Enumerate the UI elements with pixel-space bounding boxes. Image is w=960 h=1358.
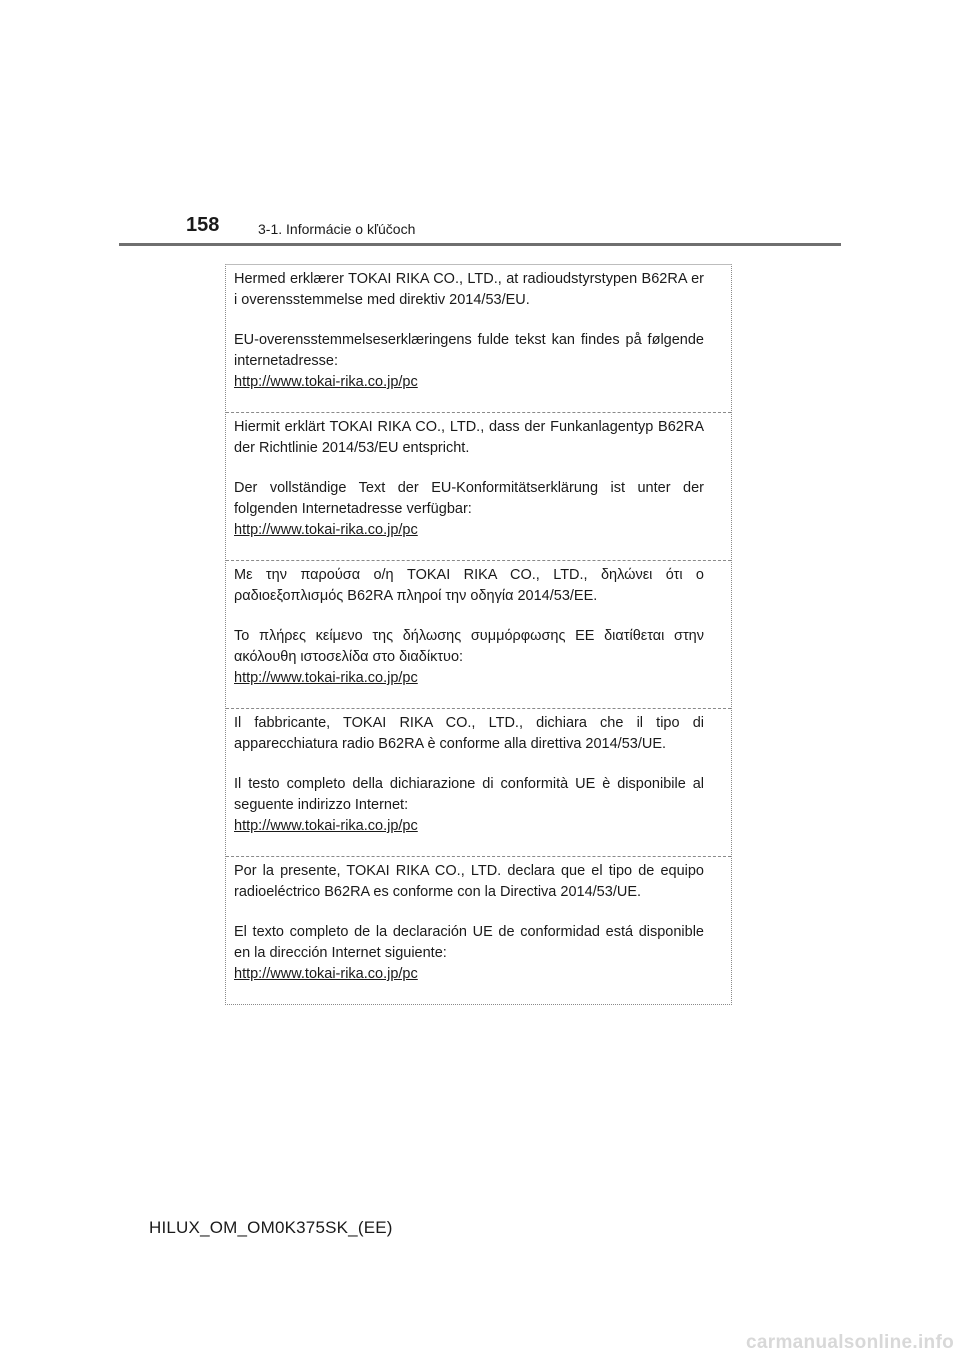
declaration-availability: Der vollständige Text der EU-Konformitätserklärung ist unter der folgenden Internetadresse verfügbar: [234, 480, 704, 517]
declaration-italian [226, 709, 731, 857]
declaration-spanish [226, 857, 731, 1004]
declaration-greek [226, 561, 731, 709]
declaration-statement: Por la presente, TOKAI RIKA CO., LTD. declara que el tipo de equipo radioeléctrico B62RA es conforme con la Directiva 2014/53/UE. [234, 863, 704, 900]
declaration-german [226, 413, 731, 561]
declaration-availability: El texto completo de la declaración UE de conformidad está disponible en la dirección Internet siguiente: [234, 924, 704, 961]
eu-declarations-box [225, 264, 732, 1005]
declaration-statement: Hiermit erklärt TOKAI RIKA CO., LTD., dass der Funkanlagentyp B62RA der Richtlinie 2014/53/EU entspricht. [234, 419, 704, 456]
declaration-url-link[interactable]: http://www.tokai-rika.co.jp/pc [234, 818, 418, 834]
declaration-url-link[interactable]: http://www.tokai-rika.co.jp/pc [234, 966, 418, 982]
declaration-availability: EU-overensstemmelseserklæringens fulde tekst kan findes på følgende internetadresse: [234, 332, 704, 369]
declaration-url-link[interactable]: http://www.tokai-rika.co.jp/pc [234, 670, 418, 686]
declaration-url-link[interactable]: http://www.tokai-rika.co.jp/pc [234, 374, 418, 390]
watermark-text: carmanualsonline.info [746, 1332, 954, 1353]
declaration-statement: Με την παρούσα ο/η TOKAI RIKA CO., LTD., δηλώνει ότι ο ραδιοεξοπλισμός B62RA πληροί την οδηγία 2014/53/ΕΕ. [234, 567, 704, 604]
declaration-url-link[interactable]: http://www.tokai-rika.co.jp/pc [234, 522, 418, 538]
section-title: 3-1. Informácie o kľúčoch [258, 221, 416, 237]
declaration-danish [226, 265, 731, 413]
page-number: 158 [186, 214, 220, 236]
header-divider [119, 243, 841, 246]
declaration-statement: Hermed erklærer TOKAI RIKA CO., LTD., at radioudstyrstypen B62RA er i overensstemmelse med direktiv 2014/53/EU. [234, 271, 704, 308]
declaration-statement: Il fabbricante, TOKAI RIKA CO., LTD., dichiara che il tipo di apparecchiatura radio B62RA è conforme alla direttiva 2014/53/UE. [234, 715, 704, 752]
declaration-availability: Il testo completo della dichiarazione di conformità UE è disponibile al seguente indirizzo Internet: [234, 776, 704, 813]
document-code: HILUX_OM_OM0K375SK_(EE) [149, 1218, 393, 1237]
declaration-availability: Το πλήρες κείμενο της δήλωσης συμμόρφωσης ΕΕ διατίθεται στην ακόλουθη ιστοσελίδα στο διαδίκτυο: [234, 628, 704, 665]
